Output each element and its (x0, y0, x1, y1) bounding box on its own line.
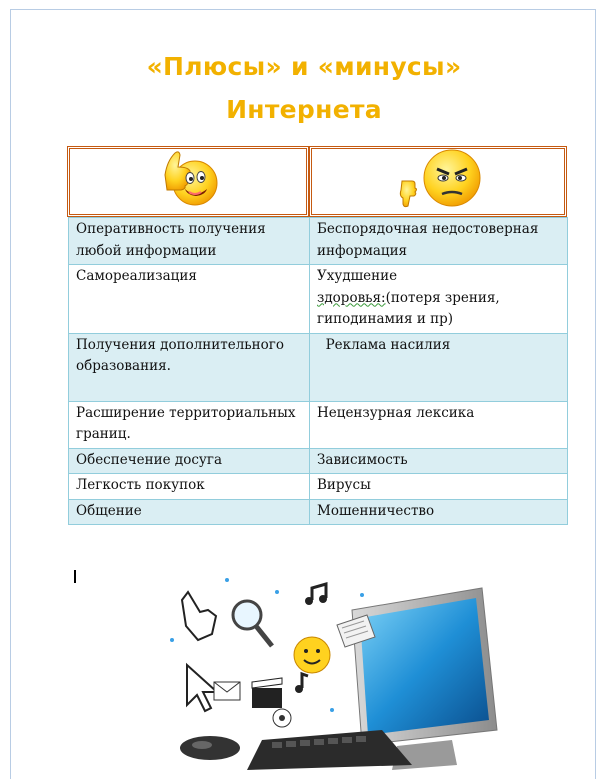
minus-cell: Нецензурная лексика (310, 401, 568, 448)
table-row (69, 265, 568, 334)
minus-text-part: Ухудшение (317, 268, 398, 284)
minus-cell (310, 265, 568, 334)
table-row (69, 333, 568, 401)
thumbs-down-angry-smiley-icon (392, 147, 492, 215)
minus-cell: Зависимость (310, 448, 568, 474)
table-header-row (67, 146, 567, 217)
header-cell-plus (67, 146, 309, 217)
computer-with-internet-icons-illustration (152, 570, 532, 770)
thumbs-up-smiley-icon (153, 145, 225, 217)
minus-cell: Вирусы (310, 474, 568, 500)
plus-cell: Получения дополнительного образования. (69, 333, 310, 401)
page-title-line1: «Плюсы» и «минусы» (146, 52, 462, 81)
plus-cell: Расширение территориальных границ. (69, 401, 310, 448)
plus-cell: Общение (69, 499, 310, 525)
pros-cons-table (68, 217, 568, 525)
table-row (69, 401, 568, 448)
header-cell-minus (309, 146, 567, 217)
minus-text-part: (потеря зрения, гиподинамия и пр) (317, 289, 500, 327)
minus-text-spellcheck: здоровья: (317, 289, 386, 306)
table-row (69, 218, 568, 265)
table-row (69, 474, 568, 500)
minus-cell: Реклама насилия (310, 333, 568, 401)
minus-cell: Мошенничество (310, 499, 568, 525)
page-title-line2: Интернета (226, 95, 382, 124)
plus-cell: Легкость покупок (69, 474, 310, 500)
plus-cell: Обеспечение досуга (69, 448, 310, 474)
plus-cell: Самореализация (69, 265, 310, 334)
minus-cell: Беспорядочная недостоверная информация (310, 218, 568, 265)
table-row (69, 448, 568, 474)
table-row (69, 499, 568, 525)
plus-cell: Оперативность получения любой информации (69, 218, 310, 265)
text-cursor[interactable] (74, 570, 76, 583)
